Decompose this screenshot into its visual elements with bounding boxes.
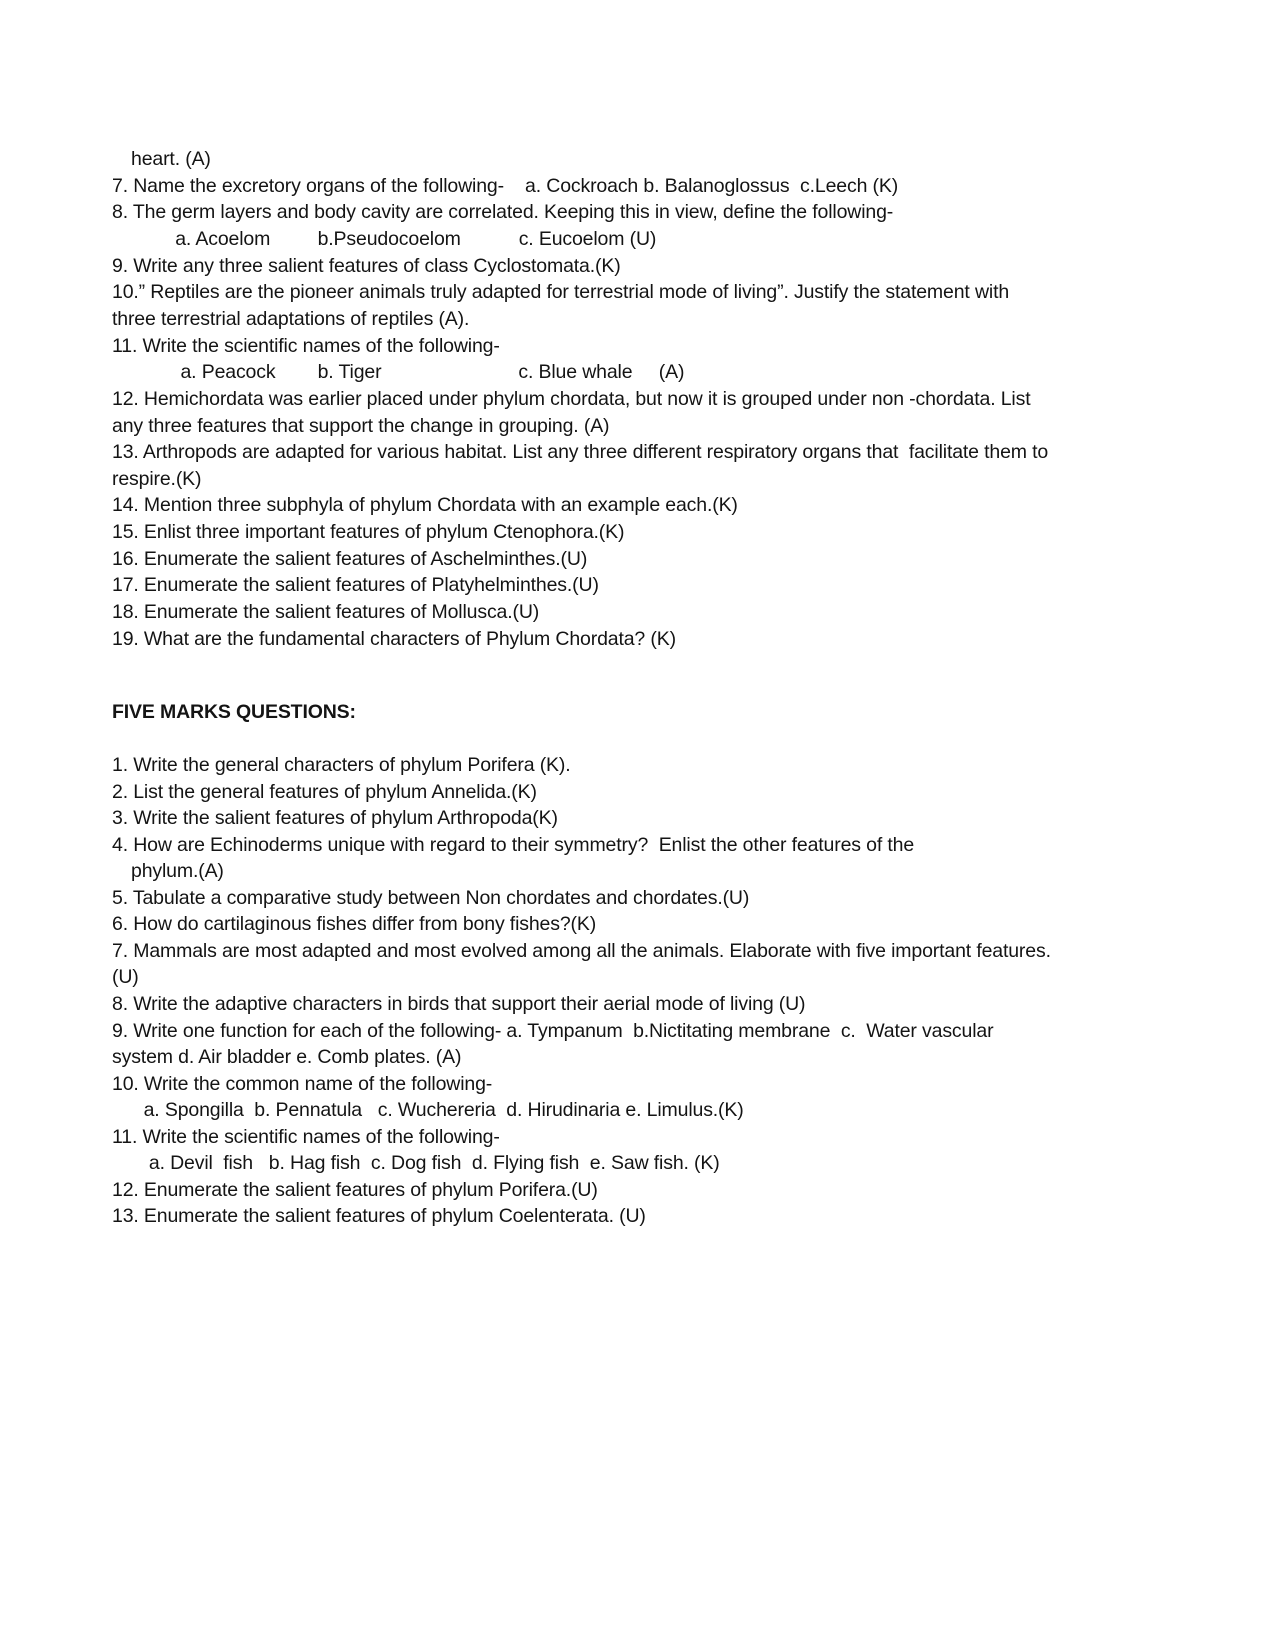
question-line: three terrestrial adaptations of reptiles (A). xyxy=(112,307,470,330)
question-line: 8. The germ layers and body cavity are correlated. Keeping this in view, define the following- xyxy=(112,201,894,224)
question-line: 6. How do cartilaginous fishes differ from bony fishes?(K) xyxy=(112,913,597,936)
question-line: 12. Enumerate the salient features of phylum Porifera.(U) xyxy=(112,1178,598,1201)
question-line: 1. Write the general characters of phylum Porifera (K). xyxy=(112,754,571,776)
question-line: a. Devil fish b. Hag fish c. Dog fish d. Flying fish e. Saw fish. (K) xyxy=(112,1152,720,1175)
section-heading-five-marks: FIVE MARKS QUESTIONS: xyxy=(112,701,356,723)
question-line: 9. Write one function for each of the following- a. Tympanum b.Nictitating membrane c. Water vascular xyxy=(112,1019,994,1042)
question-line: 13. Enumerate the salient features of phylum Coelenterata. (U) xyxy=(112,1205,646,1228)
question-line: phylum.(A) xyxy=(131,860,224,883)
question-line: 8. Write the adaptive characters in birds that support their aerial mode of living (U) xyxy=(112,992,806,1015)
question-line: a. Spongilla b. Pennatula c. Wuchereria d. Hirudinaria e. Limulus.(K) xyxy=(112,1099,744,1122)
question-line: 3. Write the salient features of phylum Arthropoda(K) xyxy=(112,807,558,830)
question-line: 17. Enumerate the salient features of Platyhelminthes.(U) xyxy=(112,574,599,597)
question-line: 14. Mention three subphyla of phylum Chordata with an example each.(K) xyxy=(112,494,738,517)
question-line: 19. What are the fundamental characters of Phylum Chordata? (K) xyxy=(112,627,676,650)
question-line: 4. How are Echinoderms unique with regard to their symmetry? Enlist the other features of the xyxy=(112,833,915,856)
question-line: 18. Enumerate the salient features of Mollusca.(U) xyxy=(112,601,540,624)
question-line: 16. Enumerate the salient features of Aschelminthes.(U) xyxy=(112,547,588,570)
question-line: 7. Mammals are most adapted and most evolved among all the animals. Elaborate with five important features. xyxy=(112,939,1051,962)
question-line: a. Peacock b. Tiger c. Blue whale (A) xyxy=(112,361,685,384)
question-line: 2. List the general features of phylum Annelida.(K) xyxy=(112,780,537,803)
question-line: respire.(K) xyxy=(112,467,202,490)
question-line: 15. Enlist three important features of phylum Ctenophora.(K) xyxy=(112,521,625,544)
question-line: (U) xyxy=(112,966,139,989)
question-line: 7. Name the excretory organs of the following- a. Cockroach b. Balanoglossus c.Leech (K) xyxy=(112,174,899,197)
question-line: 11. Write the scientific names of the following- xyxy=(112,334,500,357)
question-line: any three features that support the change in grouping. (A) xyxy=(112,414,610,437)
question-line: heart. (A) xyxy=(131,148,211,170)
question-line: 13. Arthropods are adapted for various habitat. List any three different respiratory organs that facilitate them to xyxy=(112,441,1049,464)
question-line: 10. Write the common name of the following- xyxy=(112,1072,493,1095)
question-line: 9. Write any three salient features of class Cyclostomata.(K) xyxy=(112,254,621,277)
question-line: a. Acoelom b.Pseudocoelom c. Eucoelom (U) xyxy=(112,227,657,250)
question-line: 12. Hemichordata was earlier placed under phylum chordata, but now it is grouped under non -chordata. List xyxy=(112,387,1031,410)
question-line: 11. Write the scientific names of the following- xyxy=(112,1125,500,1148)
question-line: 10.” Reptiles are the pioneer animals truly adapted for terrestrial mode of living”. Justify the statement with xyxy=(112,281,1010,304)
question-line: system d. Air bladder e. Comb plates. (A) xyxy=(112,1046,462,1069)
question-line: 5. Tabulate a comparative study between Non chordates and chordates.(U) xyxy=(112,886,750,909)
